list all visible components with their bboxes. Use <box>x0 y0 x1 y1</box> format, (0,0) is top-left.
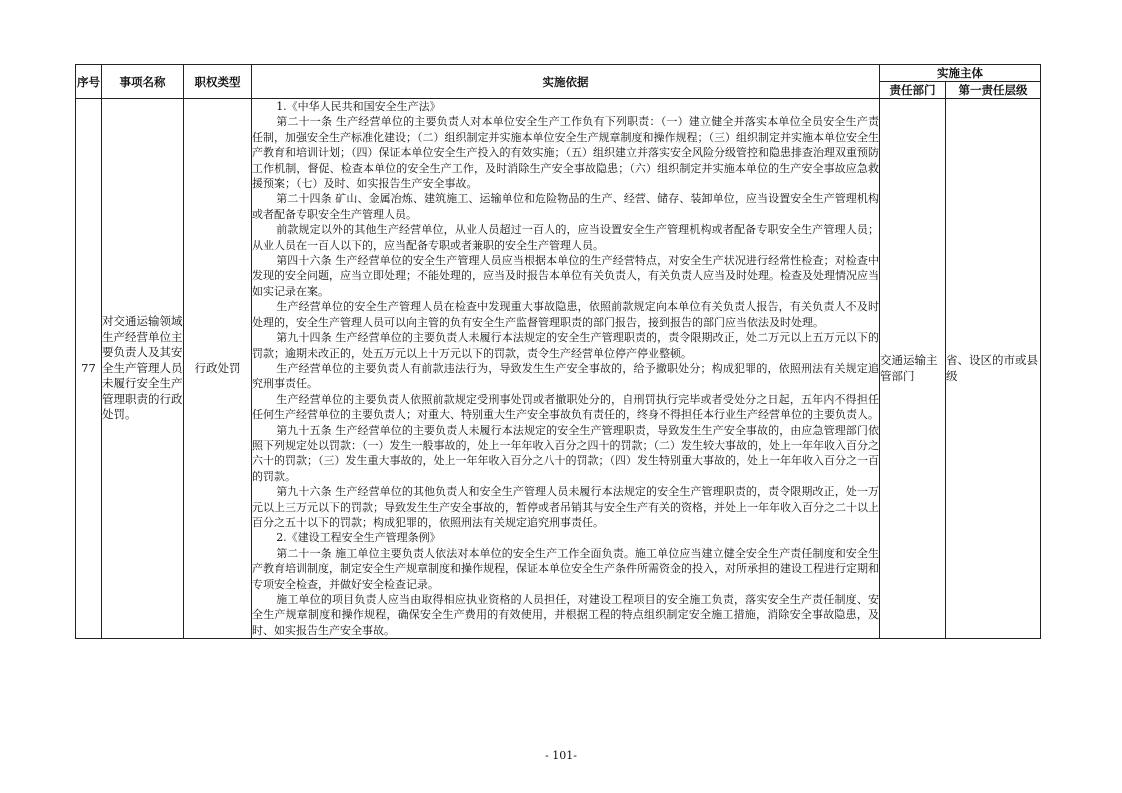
basis-paragraph: 第九十五条 生产经营单位的主要负责人未履行本法规定的安全生产管理职责，导致发生生产安全事故的，由应急管理部门依照下列规定处以罚款：（一）发生一般事故的，处上一年年收入百分之四十的罚款；（二）发生较大事故的，处上一年年收入百分之六十的罚款；（三）发生重大事故的，处上一年年收入百分之八十的罚款；（四）发生特别重大事故的，处上一年年收入百分之一百的罚款。 <box>252 423 879 483</box>
header-basis: 实施依据 <box>252 65 880 99</box>
row-responsible-dept: 交通运输主管部门 <box>880 99 946 639</box>
header-index: 序号 <box>76 65 102 99</box>
page-number: - 101- <box>545 749 577 762</box>
basis-paragraph: 第二十一条 生产经营单位的主要负责人对本单位安全生产工作负有下列职责：（一）建立健全并落实本单位全员安全生产责任制，加强安全生产标准化建设；（二）组织制定并实施本单位安全生产规章制度和操作规程；（三）组织制定并实施本单位安全生产教育和培训计划；（四）保证本单位安全生产投入的有效实施；（五）组织建立并落实安全风险分级管控和隐患排查治理双重预防工作机制，督促、检查本单位的安全生产工作，及时消除生产安全事故隐患；（六）组织制定并实施本单位的生产安全事故应急救援预案；（七）及时、如实报告生产安全事故。 <box>252 115 879 191</box>
basis-paragraph: 前款规定以外的其他生产经营单位，从业人员超过一百人的，应当设置安全生产管理机构或者配备专职安全生产管理人员；从业人员在一百人以下的，应当配备专职或者兼职的安全生产管理人员。 <box>252 223 879 252</box>
basis-paragraph: 第九十六条 生产经营单位的其他负责人和安全生产管理人员未履行本法规定的安全生产管理职责的，责令限期改正，处一万元以上三万元以下的罚款；导致发生生产安全事故的，暂停或者吊销其与安全生产有关的资格，并处上一年年收入百分之二十以上百分之五十以下的罚款；构成犯罪的，依照刑法有关规定追究刑事责任。 <box>252 485 879 529</box>
basis-paragraph: 生产经营单位的安全生产管理人员在检查中发现重大事故隐患，依照前款规定向本单位有关负责人报告，有关负责人不及时处理的，安全生产管理人员可以向主管的负有安全生产监督管理职责的部门报告，接到报告的部门应当依法及时处理。 <box>252 300 879 329</box>
basis-paragraph: 1.《中华人民共和国安全生产法》 <box>276 100 441 113</box>
basis-paragraph: 第二十四条 矿山、金属冶炼、建筑施工、运输单位和危险物品的生产、经营、储存、装卸单位，应当设置安全生产管理机构或者配备专职安全生产管理人员。 <box>252 192 879 221</box>
row-first-level: 省、设区的市或县级 <box>946 99 1041 639</box>
header-authority-type: 职权类型 <box>184 65 252 99</box>
basis-paragraph: 第四十六条 生产经营单位的安全生产管理人员应当根据本单位的生产经营特点，对安全生产状况进行经常性检查；对检查中发现的安全问题，应当立即处理；不能处理的，应当及时报告本单位有关负责人，有关负责人应当及时处理。检查及处理情况应当如实记录在案。 <box>252 254 879 298</box>
header-subject: 实施主体 <box>880 65 1041 82</box>
row-item-name: 对交通运输领域生产经营单位主要负责人及其安全生产管理人员未履行安全生产管理职责的行政处罚。 <box>102 99 184 639</box>
row-index: 77 <box>76 99 102 639</box>
basis-paragraph: 生产经营单位的主要负责人有前款违法行为，导致发生生产安全事故的，给予撤职处分；构成犯罪的，依照刑法有关规定追究刑事责任。 <box>252 361 879 391</box>
authority-table <box>75 64 1041 639</box>
basis-paragraph: 第二十一条 施工单位主要负责人依法对本单位的安全生产工作全面负责。施工单位应当建立健全安全生产责任制度和安全生产教育培训制度，制定安全生产规章制度和操作规程，保证本单位安全生产条件所需资金的投入，对所承担的建设工程进行定期和专项安全检查，并做好安全检查记录。 <box>252 546 879 591</box>
basis-paragraph: 第九十四条 生产经营单位的主要负责人未履行本法规定的安全生产管理职责的，责令限期改正，处二万元以上五万元以下的罚款；逾期未改正的，处五万元以上十万元以下的罚款，责令生产经营单位停产停业整顿。 <box>252 331 879 360</box>
row-authority-type: 行政处罚 <box>184 99 252 639</box>
header-first-level: 第一责任层级 <box>946 82 1041 99</box>
basis-paragraph: 施工单位的项目负责人应当由取得相应执业资格的人员担任，对建设工程项目的安全施工负责，落实安全生产责任制度、安全生产规章制度和操作规程，确保安全生产费用的有效使用，并根据工程的特点组织制定安全施工措施，消除安全事故隐患，及时、如实报告生产安全事故。 <box>252 593 879 637</box>
basis-paragraph: 2.《建设工程安全生产管理条例》 <box>276 531 441 545</box>
header-responsible-dept: 责任部门 <box>880 82 946 99</box>
header-item-name: 事项名称 <box>102 65 184 99</box>
row-basis <box>252 99 880 639</box>
table-row <box>76 99 1041 639</box>
basis-paragraph: 生产经营单位的主要负责人依照前款规定受刑事处罚或者撤职处分的，自刑罚执行完毕或者受处分之日起，五年内不得担任任何生产经营单位的主要负责人；对重大、特别重大生产安全事故负有责任的，终身不得担任本行业生产经营单位的主要负责人。 <box>252 392 879 422</box>
